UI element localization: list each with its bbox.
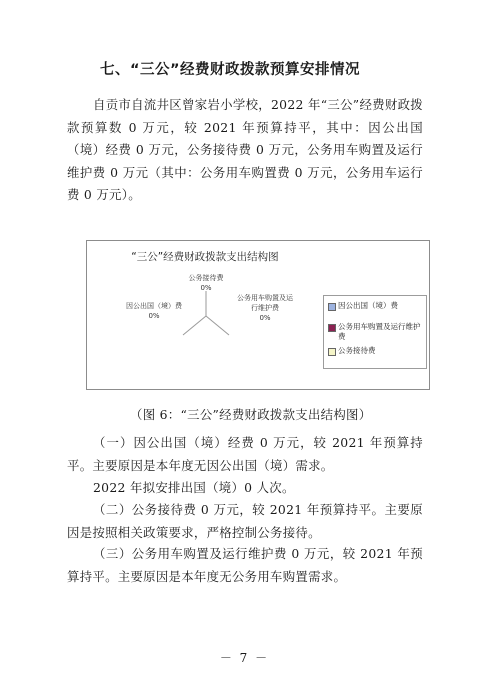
page-number: － 7 － (219, 651, 270, 665)
section-heading: 七、“三公”经费财政拨款预算安排情况 (100, 62, 361, 78)
figure-caption: （图 6：“三公”经费财政拨款支出结构图） (130, 407, 372, 422)
legend-swatch (328, 303, 336, 311)
item-paragraph: （二）公务接待费 0 万元，较 2021 年预算持平。主要原因是按照相关政策要求，严格控制公务接待。 (67, 502, 423, 540)
legend-label: 公务用车购置及运行维护费 (338, 322, 421, 341)
legend-swatch (328, 348, 336, 356)
legend-label: 公务接待费 (338, 346, 376, 355)
data-label-name: 因公出国（境）费 (126, 302, 182, 310)
pie-chart (86, 240, 430, 390)
item-paragraph: （一）因公出国（境）经费 0 万元，较 2021 年预算持平。主要原因是本年度无因公出国（境）需求。 (67, 435, 423, 473)
data-label-name: 公务接待费 (188, 274, 224, 282)
data-label-pct: 0% (148, 312, 160, 320)
pie-slice-line (206, 316, 229, 335)
legend-swatch (328, 324, 336, 332)
item-paragraph: （三）公务用车购置及运行维护费 0 万元，较 2021 年预算持平。主要原因是本年度无公务用车购置需求。 (67, 546, 423, 584)
legend-item (328, 301, 422, 311)
item-paragraph: 2022 年拟安排出国（境）0 人次。 (93, 480, 295, 495)
intro-paragraph: 自贡市自流井区曾家岩小学校，2022 年“三公”经费财政拨款预算数 0 万元，较 2021 年预算持平，其中：因公出国（境）经费 0 万元，公务接待费 0 万元，公务用车购置及运行维护费 0 万元（其中：公务用车购置费 0 万元，公务用车运行费 0 万元）。 (67, 97, 423, 202)
data-label-pct: 0% (259, 314, 271, 322)
data-label-name-part1: 公务用车购置及运 (237, 294, 293, 302)
pie-chart-svg (87, 241, 323, 389)
chart-title: “三公”经费财政拨款支出结构图 (131, 251, 279, 263)
chart-legend (323, 295, 427, 369)
data-label-pct: 0% (200, 284, 212, 292)
data-label-name-part2: 行维护费 (251, 304, 279, 312)
pie-slice-line (183, 316, 206, 335)
legend-item (328, 322, 422, 342)
legend-item (328, 346, 422, 356)
legend-label: 因公出国（境）费 (338, 301, 398, 310)
